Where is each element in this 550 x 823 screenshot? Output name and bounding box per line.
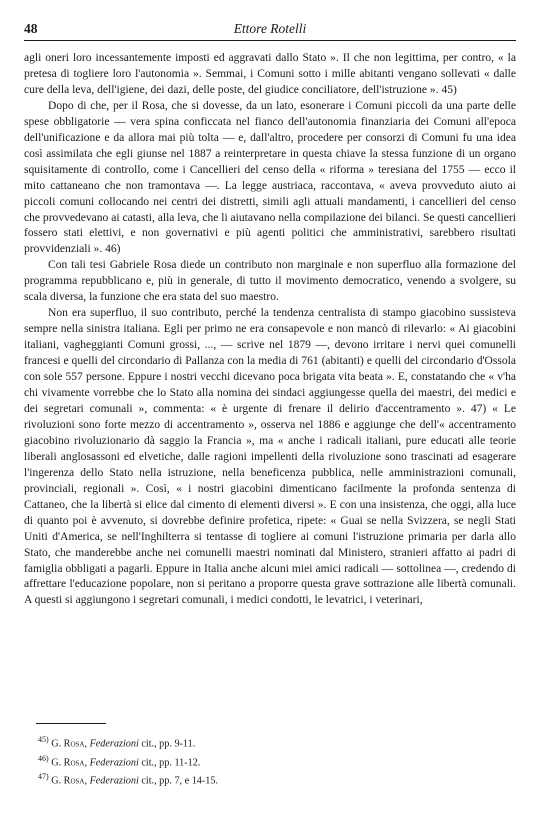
footnote-47 [38, 770, 478, 789]
footnote-46 [38, 752, 478, 771]
paragraph: Non era superfluo, il suo contributo, perché la tendenza centralista di stampo giacobino sussisteva sempre nella sinistra italiana. Egli per primo ne era consapevole e non mancò di rilevarlo: « Ai giacobini italiani, vagheggianti Comuni grossi, ..., — scrive nel 1879 —, devono irritare i nervi quei comunelli francesi e quelli del circondario di Pallanza con la media di 761 (abitanti) e quelli del circondario d'Ossola con sole 557 persone. Eppure i nostri vecchi dicevano poca brigata vita beata ». E, constatando che « v'ha chi vivamente vorrebbe che lo Stato alla nomina dei sindaci aggiungesse quella dei maestri, dei medici e dei segretari comunali », commenta: « è urgente di frenare il delirio d'accentramento ». 47) « Le rivoluzioni sono forte mezzo di accentramento », osserva nel 1886 e aggiunge che dell'« accentramento giacobino rivoluzionario dà saggio la Francia », ma « anche i radicali italiani, pure educati alle teorie liberali anglosassoni ed elvetiche, dalle ragioni impellenti della rivoluzione sono trascinati ad esagerare l'ingerenza dello Stato nella istruzione, nella beneficenza pubblica, nelle amministrazioni comunali, provinciali, regionali ». Così, « i nostri giacobini dimenticano facilmente la profonda sentenza di Cattaneo, che la libertà si elice dal cimento di elementi diversi ». E con una insistenza, che oggi, alla luce di quanto poi è avvenuto, si dovrebbe definire profetica, ripete: « Guai se nella Svizzera, se negli Stati Uniti d'America, se nell'Inghilterra si tentasse di togliere ai comuni l'istruzione primaria per darla allo Stato, che manderebbe anche nei comunelli maestri nominati dal Ministero, stranieri affatto ai padri di famiglia obbligati a pagarli. Eppure in Italia anche alcuni miei amici radicali — sottolinea —, credendo di affrettare l'educazione popolare, non si peritano a proporre questa grave sottrazione alle libertà comunali. A questi si aggiungono i segretari comunali, i medici condotti, le levatrici, i veterinari, [24, 307, 516, 607]
footnote-45 [38, 733, 478, 752]
paragraph: agli oneri loro incessantemente imposti ed aggravati dallo Stato ». Il che non legittima, per contro, « la pretesa di togliere loro l'autonomia ». Semmai, i Comuni sotto i mille abitanti vengano sollevati « dalle cure della leva, dell'igiene, dei dazi, delle poste, del giudice conciliatore, dell'istruzione ». 45) [24, 52, 516, 96]
footnote-number: 46) [38, 753, 49, 763]
footnote-number: 45) [38, 735, 49, 744]
book-page [24, 18, 516, 818]
running-title: Ettore Rotelli [233, 21, 307, 36]
footnote-reference: cit., pp. 7, e 14-15. [141, 775, 219, 787]
footnote-author: G. Rosa, [51, 756, 88, 768]
footnote-number: 47) [38, 772, 49, 782]
paragraph: Dopo di che, per il Rosa, che si dovesse, da un lato, esonerare i Comuni piccoli da una parte delle spese obbligatorie — vera spina conficcata nel fianco dell'autonomia finanziaria dei Comuni all'epoca dell'unificazione e da allora mai più tolta — e, dall'altro, procedere per consorzi di Comuni fu una idea così assimilata che egli giunse nel 1887 a reinterpretare in questa chiave la stessa funzione di un organo squisitamente di controllo, come i Cancellieri del censo della « riforma » teresiana del 1755 — ecco il mito cattaneano che non tramontava —. La legge austriaca, raccontava, « aveva provveduto aiuto ai piccoli comuni collocando nei centri dei distretti, simili agli attuali mandamenti, i cancellieri del censo che provvedevano ai catasti, alla leva, che li aiutavano nella compilazione dei bilanci. Se questi cancellieri fossero stati elettivi, e non governativi e più agenti politici che amministrativi, sarebbero risultati provvidenziali ». 46) [24, 99, 516, 256]
footnote-reference: cit., pp. 11-12. [141, 756, 201, 768]
footnote-reference: cit., pp. 9-11. [141, 738, 196, 750]
footnote-author: G. Rosa, [51, 775, 88, 787]
body-text [24, 51, 516, 609]
footnote-title: Federazioni [89, 775, 139, 787]
footnote-rule [36, 723, 106, 724]
footnote-author: G. Rosa, [51, 738, 88, 750]
footnote-title: Federazioni [89, 738, 139, 750]
footnotes [38, 733, 478, 789]
page-number: 48 [24, 21, 38, 36]
paragraph: Con tali tesi Gabriele Rosa diede un contributo non marginale e non superfluo alla formazione del programma repubblicano e, più in generale, di tutto il movimento democratico, venendo a svolgere, su scala diversa, la funzione che era stata del suo maestro. [24, 259, 516, 304]
footnote-title: Federazioni [89, 756, 139, 768]
running-head [24, 18, 516, 41]
